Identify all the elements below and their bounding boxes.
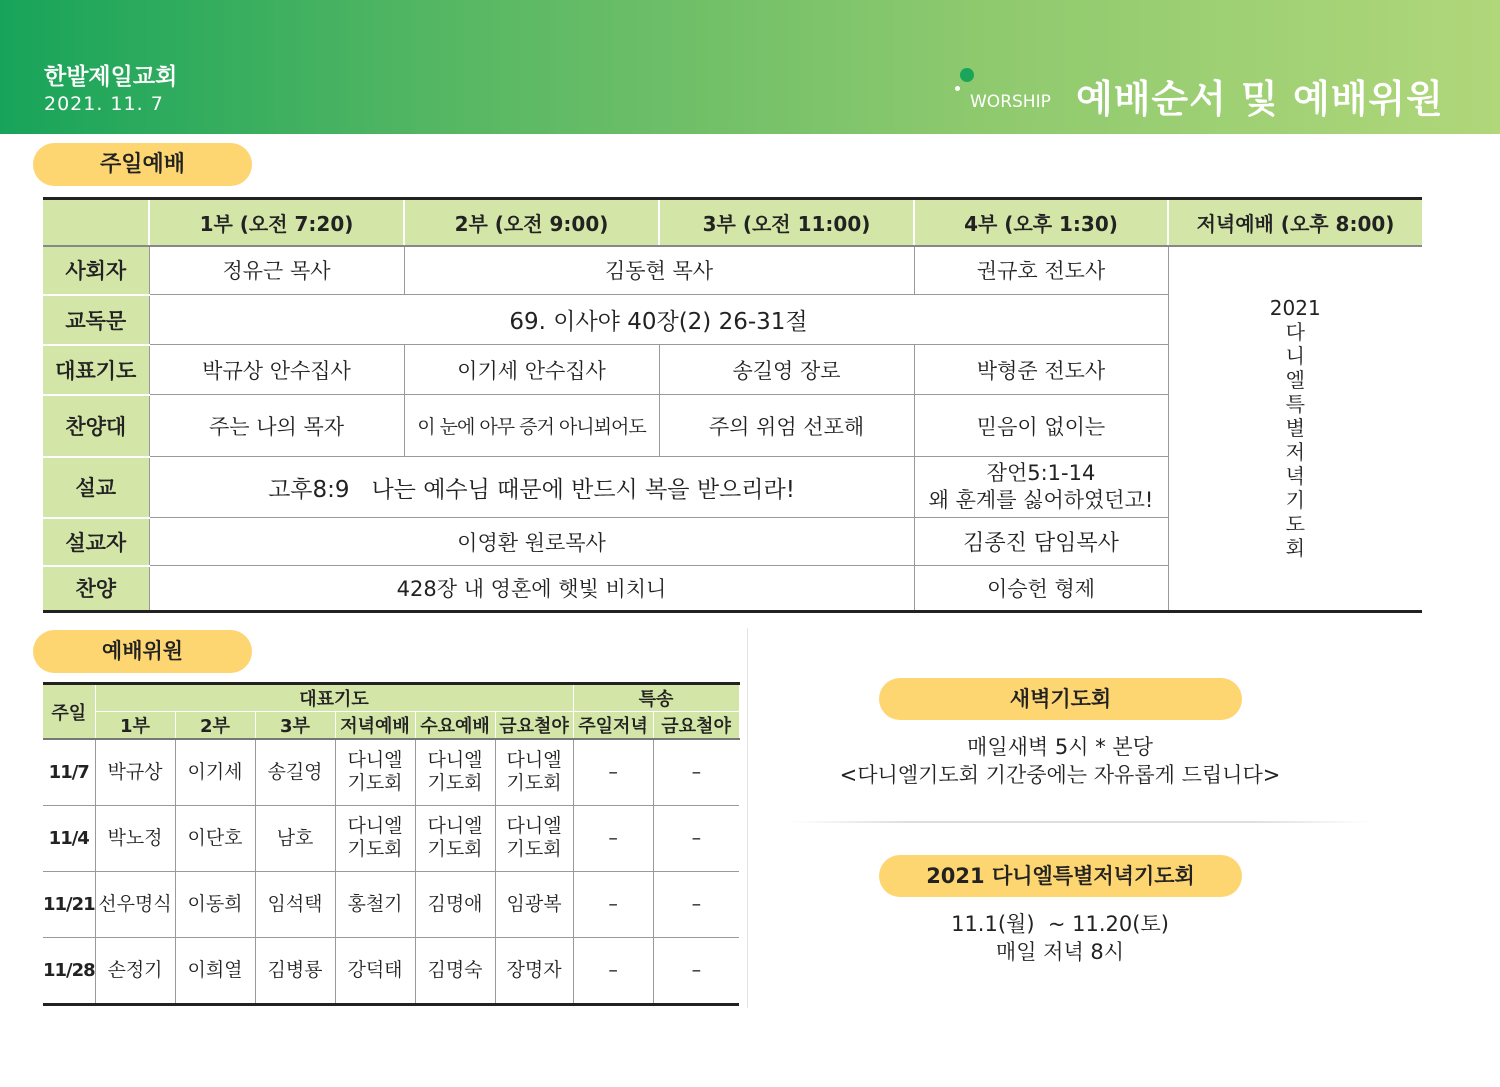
- evening-worship-cell: [1168, 246, 1422, 612]
- choir-cell: 주의 위엄 선포해: [659, 395, 914, 457]
- leader-cell: 김동현 목사: [404, 246, 914, 295]
- sub-header: 주일저녁: [573, 712, 653, 740]
- daniel-prayer-info: [790, 910, 1330, 966]
- daniel-prayer-title: 2021 다니엘특별저녁기도회: [879, 855, 1242, 897]
- officer-cell: 홍철기: [335, 871, 415, 937]
- officer-cell: 김명숙: [415, 937, 495, 1004]
- officers-header-row: [43, 684, 739, 712]
- week-date: 11/7: [43, 739, 95, 805]
- officer-cell: 송길영: [255, 739, 335, 805]
- preacher-cell: 김종진 담임목사: [914, 518, 1168, 566]
- row-label: 대표기도: [43, 345, 149, 395]
- dawn-prayer-line: <다니엘기도회 기간중에는 자유롭게 드립니다>: [839, 763, 1281, 787]
- sub-header: 금요철야: [653, 712, 739, 740]
- choir-cell: 이 눈에 아무 증거 아니뵈어도: [404, 395, 659, 457]
- sub-header: 3부: [255, 712, 335, 740]
- column-header: 2부 (오전 9:00): [404, 199, 659, 246]
- dawn-prayer-info: [790, 733, 1330, 789]
- officer-cell: –: [573, 805, 653, 871]
- officer-cell: 이희열: [175, 937, 255, 1004]
- officer-cell: 김병룡: [255, 937, 335, 1004]
- officer-cell: 임석택: [255, 871, 335, 937]
- choir-cell: 주는 나의 목자: [149, 395, 404, 457]
- prayer-cell: 송길영 장로: [659, 345, 914, 395]
- special-group-header: 특송: [573, 684, 739, 712]
- preacher-cell: 이영환 원로목사: [149, 518, 914, 566]
- week-header: 주일: [43, 684, 95, 740]
- sub-header: 수요예배: [415, 712, 495, 740]
- officer-cell: 다니엘 기도회: [495, 739, 573, 805]
- worship-label: WORSHIP: [970, 92, 1051, 112]
- sermon-cell: 고후8:9 나는 예수님 때문에 반드시 복을 받으리라!: [149, 457, 914, 518]
- green-dot-icon: [960, 68, 974, 82]
- choir-cell: 믿음이 없이는: [914, 395, 1168, 457]
- daniel-prayer-line: 11.1(월) ~ 11.20(토): [951, 912, 1169, 936]
- officer-cell: 손정기: [95, 937, 175, 1004]
- bulletin-date: 2021. 11. 7: [44, 93, 164, 115]
- row-label: 설교자: [43, 518, 149, 566]
- table-row: [43, 805, 739, 871]
- daniel-prayer-line: 매일 저녁 8시: [995, 940, 1125, 964]
- officer-cell: 김명애: [415, 871, 495, 937]
- officer-cell: 다니엘 기도회: [335, 805, 415, 871]
- officer-cell: 다니엘 기도회: [335, 739, 415, 805]
- officer-cell: 박규상: [95, 739, 175, 805]
- page-title: 예배순서 및 예배위원: [1076, 77, 1444, 121]
- church-name: 한밭제일교회: [44, 64, 178, 90]
- officer-cell: 박노정: [95, 805, 175, 871]
- row-label: 설교: [43, 457, 149, 518]
- officer-cell: 다니엘 기도회: [415, 805, 495, 871]
- table-row: [43, 937, 739, 1004]
- evening-title-vertical: 다 니 엘 특 별 저 녁 기 도 회: [1285, 320, 1305, 561]
- row-label: 찬양대: [43, 395, 149, 457]
- leader-cell: 권규호 전도사: [914, 246, 1168, 295]
- section-sunday-worship: 주일예배: [33, 143, 252, 186]
- prayer-cell: 박규상 안수집사: [149, 345, 404, 395]
- officer-cell: 선우명식: [95, 871, 175, 937]
- evening-year: 2021: [1269, 296, 1321, 321]
- officer-cell: –: [653, 805, 739, 871]
- leader-cell: 정유근 목사: [149, 246, 404, 295]
- sub-header: 1부: [95, 712, 175, 740]
- column-header: 4부 (오후 1:30): [914, 199, 1168, 246]
- header-banner: [0, 0, 1500, 134]
- column-header: 저녁예배 (오후 8:00): [1168, 199, 1422, 246]
- horizontal-divider: [790, 821, 1370, 823]
- officers-subheader-row: [43, 712, 739, 740]
- table-row: [43, 739, 739, 805]
- row-label: 찬양: [43, 566, 149, 612]
- officer-cell: –: [653, 937, 739, 1004]
- officer-cell: –: [653, 871, 739, 937]
- reading-cell: 69. 이사야 40장(2) 26-31절: [149, 295, 1168, 345]
- column-header: 1부 (오전 7:20): [149, 199, 404, 246]
- officer-cell: 이동희: [175, 871, 255, 937]
- officer-cell: 다니엘 기도회: [415, 739, 495, 805]
- sub-header: 금요철야: [495, 712, 573, 740]
- column-header: 3부 (오전 11:00): [659, 199, 914, 246]
- dawn-prayer-title: 새벽기도회: [879, 678, 1242, 720]
- row-label: 교독문: [43, 295, 149, 345]
- officer-cell: –: [653, 739, 739, 805]
- week-date: 11/28: [43, 959, 95, 981]
- vertical-divider: [747, 628, 748, 1008]
- officer-cell: 이기세: [175, 739, 255, 805]
- week-date: 11/4: [43, 805, 95, 871]
- row-label: 사회자: [43, 246, 149, 295]
- corner-cell: [43, 199, 149, 246]
- officer-cell: 다니엘 기도회: [495, 805, 573, 871]
- officer-cell: 장명자: [495, 937, 573, 1004]
- table-header-row: [43, 199, 1422, 246]
- hymn-cell: 이승헌 형제: [914, 566, 1168, 612]
- officer-cell: –: [573, 937, 653, 1004]
- officer-cell: 강덕태: [335, 937, 415, 1004]
- table-row: [43, 246, 1422, 295]
- officer-cell: –: [573, 871, 653, 937]
- officers-table: [43, 682, 740, 1006]
- prayer-cell: 박형준 전도사: [914, 345, 1168, 395]
- section-officers: 예배위원: [33, 630, 252, 673]
- week-date: 11/21: [43, 871, 95, 937]
- officer-cell: 이단호: [175, 805, 255, 871]
- prayer-cell: 이기세 안수집사: [404, 345, 659, 395]
- sub-header: 저녁예배: [335, 712, 415, 740]
- worship-order-table: [43, 197, 1422, 613]
- officer-cell: 임광복: [495, 871, 573, 937]
- white-dot-icon: [955, 86, 960, 91]
- sermon-cell-4: 잠언5:1-14 왜 훈계를 싫어하였던고!: [914, 457, 1168, 518]
- hymn-cell: 428장 내 영혼에 햇빛 비치니: [149, 566, 914, 612]
- officer-cell: 남호: [255, 805, 335, 871]
- sub-header: 2부: [175, 712, 255, 740]
- dawn-prayer-line: 매일새벽 5시 * 본당: [967, 735, 1153, 759]
- prayer-group-header: 대표기도: [95, 684, 573, 712]
- officer-cell: –: [573, 739, 653, 805]
- table-row: [43, 871, 739, 937]
